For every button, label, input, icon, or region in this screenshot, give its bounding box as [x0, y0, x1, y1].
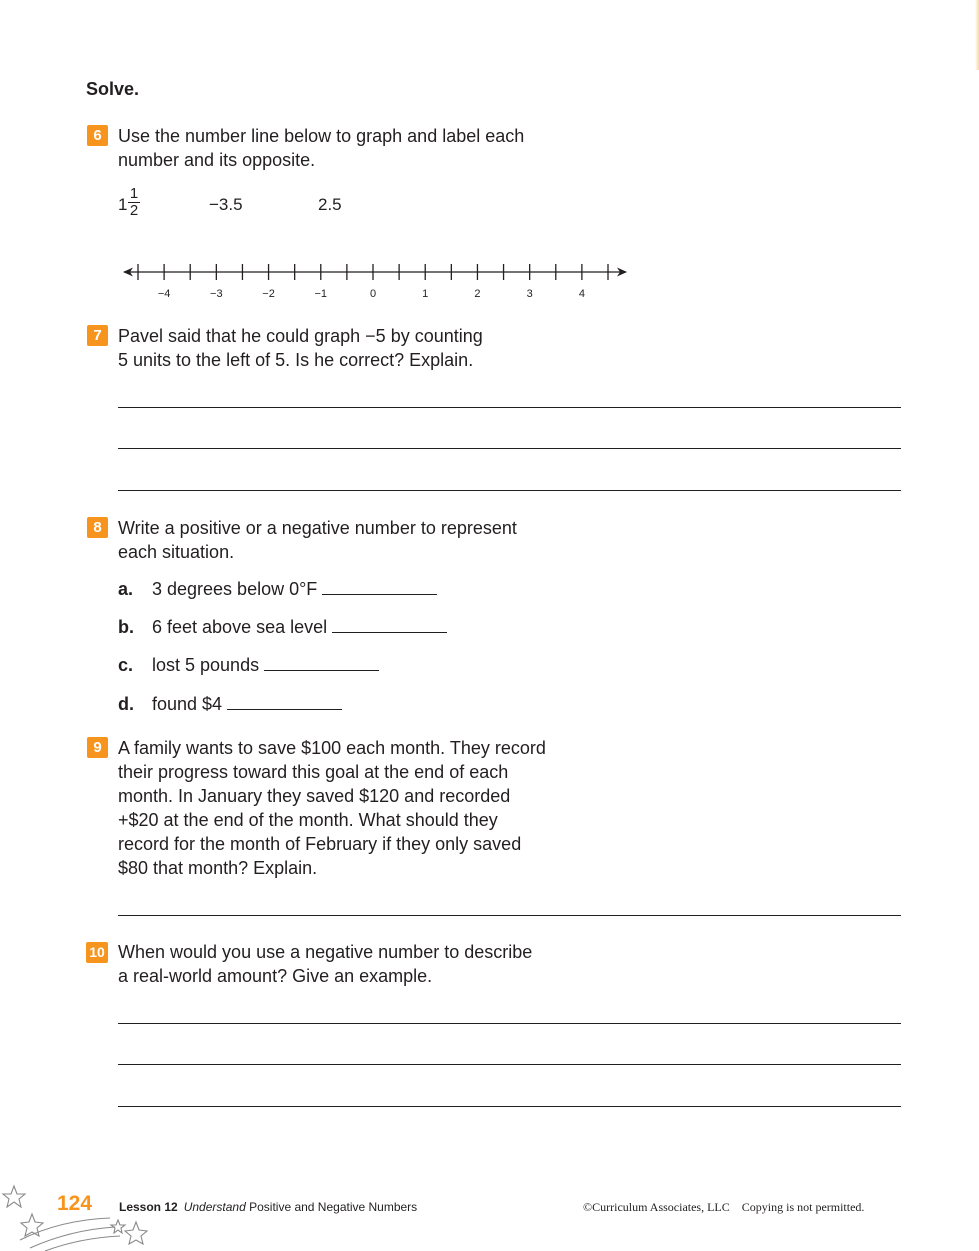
item-text: lost 5 pounds [152, 655, 260, 675]
lesson-label: Lesson 12 [119, 1200, 178, 1214]
item-letter: c. [118, 655, 134, 675]
lesson-title: Positive and Negative Numbers [249, 1200, 418, 1214]
answer-line[interactable] [118, 1106, 901, 1107]
answer-line[interactable] [118, 448, 901, 449]
question-9-line-4: +$20 at the end of the month. What should they [118, 810, 498, 830]
question-10-line-1: When would you use a negative number to describe [118, 942, 533, 962]
lesson-italic-word: Understand [183, 1200, 246, 1214]
item-letter: b. [118, 617, 134, 637]
situation-item-c [118, 655, 379, 676]
section-heading: Solve. [86, 79, 140, 99]
copyright-footer [583, 1200, 864, 1215]
number-line-label: 4 [578, 288, 585, 300]
answer-line[interactable] [118, 1064, 901, 1065]
number-line[interactable] [118, 258, 638, 306]
situation-item-d [118, 694, 342, 715]
number-line-label: −4 [157, 288, 171, 300]
item-text: found $4 [152, 694, 223, 714]
fraction-numerator: 1 [129, 185, 139, 202]
question-8-badge: 8 [87, 517, 108, 538]
lesson-footer [119, 1200, 417, 1214]
item-text: 6 feet above sea level [152, 617, 328, 637]
item-letter: d. [118, 694, 134, 714]
mixed-number-fraction [128, 186, 140, 219]
question-8-line-2: each situation. [118, 542, 235, 562]
answer-line[interactable] [118, 490, 901, 491]
item-letter: a. [118, 579, 134, 599]
question-10-line-2: a real-world amount? Give an example. [118, 966, 433, 986]
answer-blank[interactable] [332, 632, 447, 633]
question-9-line-3: month. In January they saved $120 and recorded [118, 786, 511, 806]
page-number: 124 [57, 1192, 93, 1215]
question-7-line-1: Pavel said that he could graph −5 by counting [118, 326, 483, 346]
question-9-line-5: record for the month of February if they only saved [118, 834, 522, 854]
page-edge-tab [975, 0, 979, 70]
number-line-label: 2 [474, 288, 481, 300]
copyright: ©Curriculum Associates, LLC [583, 1200, 730, 1214]
number-line-label: 1 [422, 288, 429, 300]
answer-line[interactable] [118, 1023, 901, 1024]
question-9-badge: 9 [87, 737, 108, 758]
question-6-line-1: Use the number line below to graph and label each [118, 126, 525, 146]
question-7-badge: 7 [87, 325, 108, 346]
fraction-denominator: 2 [129, 202, 139, 219]
question-6-line-2: number and its opposite. [118, 150, 316, 170]
answer-line[interactable] [118, 407, 901, 408]
answer-line[interactable] [118, 915, 901, 916]
value-negative-3-5: −3.5 [209, 195, 243, 214]
question-9-line-1: A family wants to save $100 each month. They record [118, 738, 546, 758]
answer-blank[interactable] [227, 709, 342, 710]
copy-notice: Copying is not permitted. [741, 1200, 865, 1214]
number-line-label: −1 [314, 288, 328, 300]
value-2-5: 2.5 [318, 195, 342, 214]
answer-blank[interactable] [322, 594, 437, 595]
answer-blank[interactable] [264, 670, 379, 671]
number-line-label: −3 [210, 288, 223, 300]
question-8-line-1: Write a positive or a negative number to represent [118, 518, 517, 538]
question-9-line-6: $80 that month? Explain. [118, 858, 318, 878]
mixed-number-whole: 1 [118, 195, 128, 214]
question-6-badge: 6 [87, 125, 108, 146]
number-line-label: 0 [369, 288, 377, 300]
number-line-label: −2 [262, 288, 275, 300]
question-10-badge: 10 [86, 942, 108, 963]
item-text: 3 degrees below 0°F [152, 579, 318, 599]
number-line-label: 3 [526, 288, 533, 300]
situation-item-b [118, 617, 447, 638]
situation-item-a [118, 579, 437, 600]
question-9-line-2: their progress toward this goal at the end of each [118, 762, 509, 782]
question-7-line-2: 5 units to the left of 5. Is he correct? Explain. [118, 350, 474, 370]
